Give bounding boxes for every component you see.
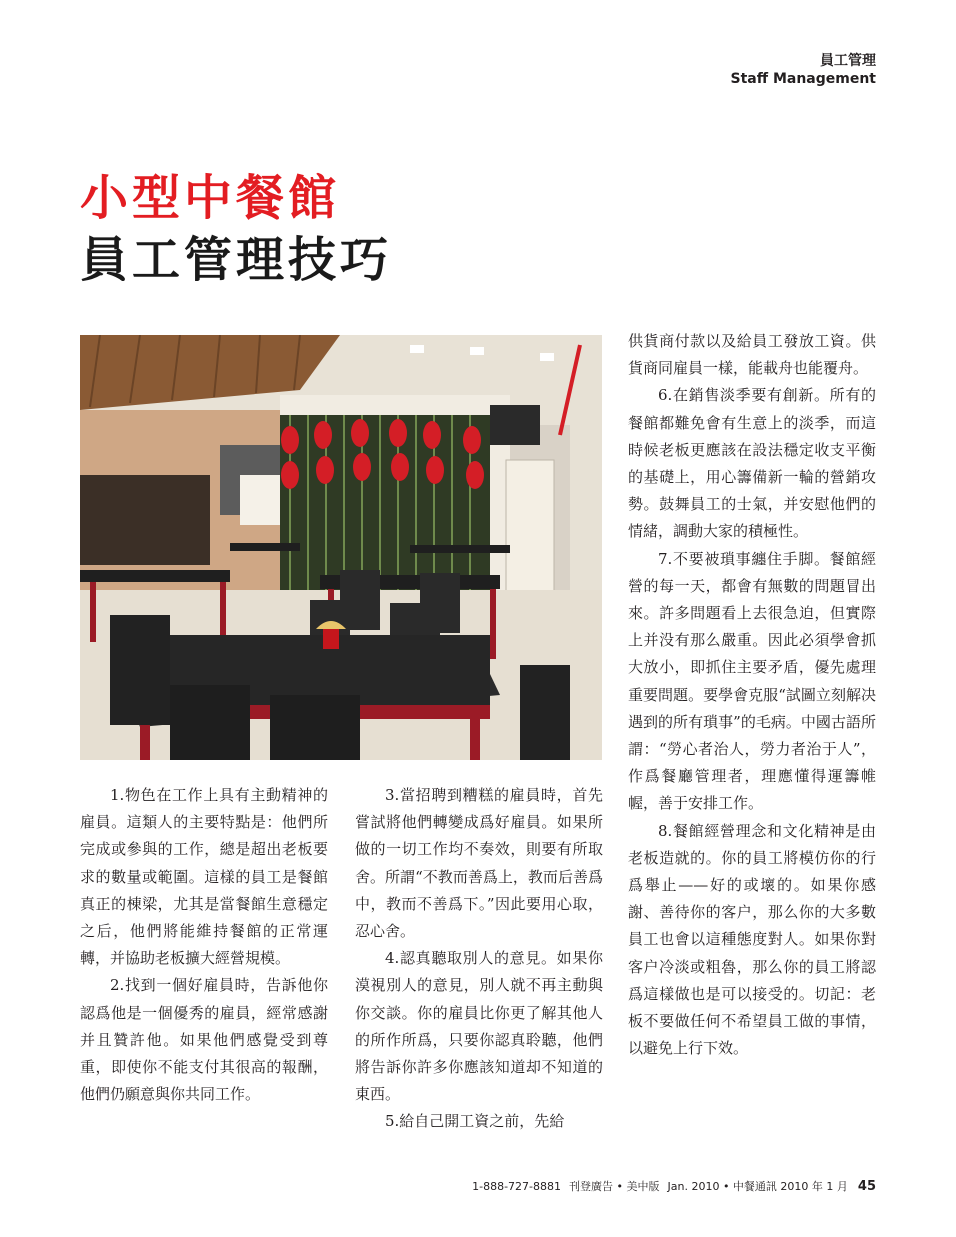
column-3 <box>628 328 876 1062</box>
section-title-chinese: 員工管理 <box>820 53 876 69</box>
article-title <box>80 168 392 290</box>
page-number: 45 <box>857 1179 876 1194</box>
section-header <box>731 52 877 88</box>
footer-ad-text: 刊登廣告 • 美中版 <box>569 1180 660 1193</box>
column-2 <box>355 782 603 1136</box>
paragraph-3: 3.當招聘到糟糕的雇員時，首先嘗試將他們轉變成爲好雇員。如果所做的一切工作均不奏效，則要有所取舍。所謂“不教而善爲上，教而后善爲中，教而不善爲下。”因此要用心取，忍心舍。 <box>355 786 603 941</box>
title-line-2: 員工管理技巧 <box>80 232 393 288</box>
paragraph-2: 2.找到一個好雇員時，告訴他你認爲他是一個優秀的雇員，經常感謝并且贊許他。如果他們感覺受到尊重，即使你不能支付其很高的報酬，他們仍願意與你共同工作。 <box>80 976 328 1104</box>
footer-issue: Jan. 2010 • 中餐通訊 2010 年 1 月 <box>667 1180 848 1193</box>
page-footer <box>470 1178 876 1194</box>
paragraph-7: 7.不要被瑣事纏住手脚。餐館經營的每一天，都會有無數的問題冒出來。許多問題看上去很急迫，但實際上并没有那么嚴重。因此必須學會抓大放小，即抓住主要矛盾，優先處理重要問題。要學會克服“試圖立刻解决遇到的所有瑣事”的毛病。中國古語所謂：“勞心者治人，勞力者治于人”，作爲餐廳管理者，理應懂得運籌帷幄，善于安排工作。 <box>628 549 876 813</box>
paragraph-5-start: 5.給自己開工資之前，先給 <box>385 1112 565 1131</box>
section-title-english: Staff Management <box>730 71 876 87</box>
footer-phone: 1-888-727-8881 <box>472 1180 562 1193</box>
title-line-1: 小型中餐館 <box>80 170 341 226</box>
paragraph-1: 1.物色在工作上具有主動精神的雇員。這類人的主要特點是：他們所完成或參與的工作，總是超出老板要求的數量或範圍。這樣的員工是餐館真正的棟梁，尤其是當餐館生意穩定之后，他們將能維持餐館的正常運轉，并協助老板擴大經營規模。 <box>80 786 328 968</box>
paragraph-8: 8.餐館經營理念和文化精神是由老板造就的。你的員工將模仿你的行爲舉止——好的或壞的。如果你感謝、善待你的客户，那么你的大多數員工也會以這種態度對人。如果你對客户冷淡或粗魯，那么你的員工將認爲這樣做也是可以接受的。切記：老板不要做任何不希望員工做的事情，以避免上行下效。 <box>628 821 876 1058</box>
column-1 <box>80 782 328 1108</box>
paragraph-6: 6.在銷售淡季要有創新。所有的餐館都難免會有生意上的淡季，而這時候老板更應該在設法穩定收支平衡的基礎上，用心籌備新一輪的營銷攻勢。鼓舞員工的士氣，并安慰他們的情緒，調動大家的積極性。 <box>628 386 876 541</box>
paragraph-4: 4.認真聽取別人的意見。如果你漠視別人的意見，別人就不再主動與你交談。你的雇員比你更了解其他人的所作所爲，只要你認真聆聽，他們將告訴你許多你應該知道却不知道的東西。 <box>355 949 603 1104</box>
paragraph-5-continued: 供貨商付款以及給員工發放工資。供貨商同雇員一樣，能載舟也能覆舟。 <box>628 332 876 378</box>
restaurant-photo <box>80 335 602 760</box>
